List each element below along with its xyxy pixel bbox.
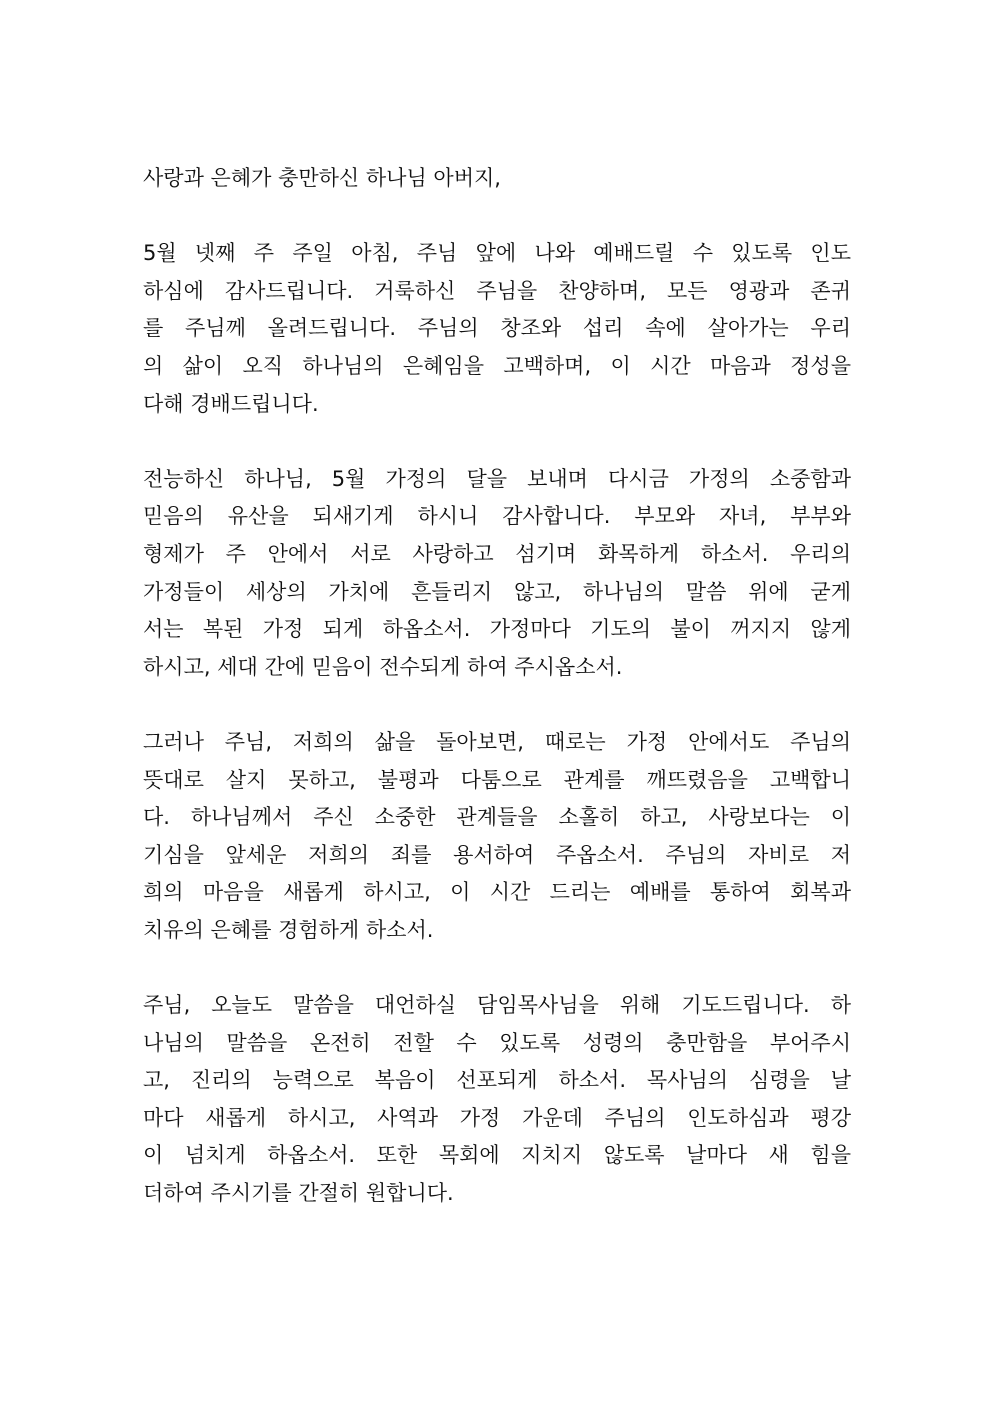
text-line: 하시고, 세대 간에 믿음이 전수되게 하여 주시옵소서.: [143, 654, 623, 679]
text-line: 그러나 주님, 저희의 삶을 돌아보면, 때로는 가정 안에서도 주님의: [143, 729, 851, 754]
text-line: 나님의 말씀을 온전히 전할 수 있도록 성령의 충만함을 부어주시: [143, 1030, 851, 1055]
prayer-text: [143, 160, 851, 1250]
text-line: 다해 경배드립니다.: [143, 391, 319, 416]
text-line: 를 주님께 올려드립니다. 주님의 창조와 섭리 속에 살아가는 우리: [143, 316, 851, 341]
text-line: 더하여 주시기를 간절히 원합니다.: [143, 1181, 454, 1206]
text-line: 다. 하나님께서 주신 소중한 관계들을 소홀히 하고, 사랑보다는 이: [143, 805, 851, 830]
text-line: 기심을 앞세운 저희의 죄를 용서하여 주옵소서. 주님의 자비로 저: [143, 842, 851, 867]
text-line: 마다 새롭게 하시고, 사역과 가정 가운데 주님의 인도하심과 평강: [143, 1105, 851, 1130]
paragraph-family: [143, 461, 851, 687]
text-line: 의 삶이 오직 하나님의 은혜임을 고백하며, 이 시간 마음과 정성을: [143, 353, 851, 378]
text-line: 이 넘치게 하옵소서. 또한 목회에 지치지 않도록 날마다 새 힘을: [143, 1143, 851, 1168]
paragraph-thanksgiving: [143, 235, 851, 423]
text-line: 고, 진리의 능력으로 복음이 선포되게 하소서. 목사님의 심령을 날: [143, 1068, 851, 1093]
paragraph-confession: [143, 724, 851, 950]
text-line: 사랑과 은혜가 충만하신 하나님 아버지,: [143, 166, 501, 190]
text-line: 희의 마음을 새롭게 하시고, 이 시간 드리는 예배를 통하여 회복과: [143, 880, 851, 905]
text-line: 주님, 오늘도 말씀을 대언하실 담임목사님을 위해 기도드립니다. 하: [143, 993, 851, 1018]
text-line: 하심에 감사드립니다. 거룩하신 주님을 찬양하며, 모든 영광과 존귀: [143, 278, 851, 303]
text-line: 뜻대로 살지 못하고, 불평과 다툼으로 관계를 깨뜨렸음을 고백합니: [143, 767, 851, 792]
text-line: 치유의 은혜를 경험하게 하소서.: [143, 917, 434, 942]
text-line: 전능하신 하나님, 5월 가정의 달을 보내며 다시금 가정의 소중함과: [143, 466, 851, 491]
text-line: 믿음의 유산을 되새기게 하시니 감사합니다. 부모와 자녀, 부부와: [143, 504, 851, 529]
paragraph-pastor: [143, 987, 851, 1213]
text-line: 가정들이 세상의 가치에 흔들리지 않고, 하나님의 말씀 위에 굳게: [143, 579, 851, 604]
text-line: 형제가 주 안에서 서로 사랑하고 섬기며 화목하게 하소서. 우리의: [143, 541, 851, 566]
paragraph-greeting: [143, 160, 851, 198]
text-line: 서는 복된 가정 되게 하옵소서. 가정마다 기도의 불이 꺼지지 않게: [143, 617, 851, 642]
text-line: 5월 넷째 주 주일 아침, 주님 앞에 나와 예배드릴 수 있도록 인도: [143, 241, 851, 266]
